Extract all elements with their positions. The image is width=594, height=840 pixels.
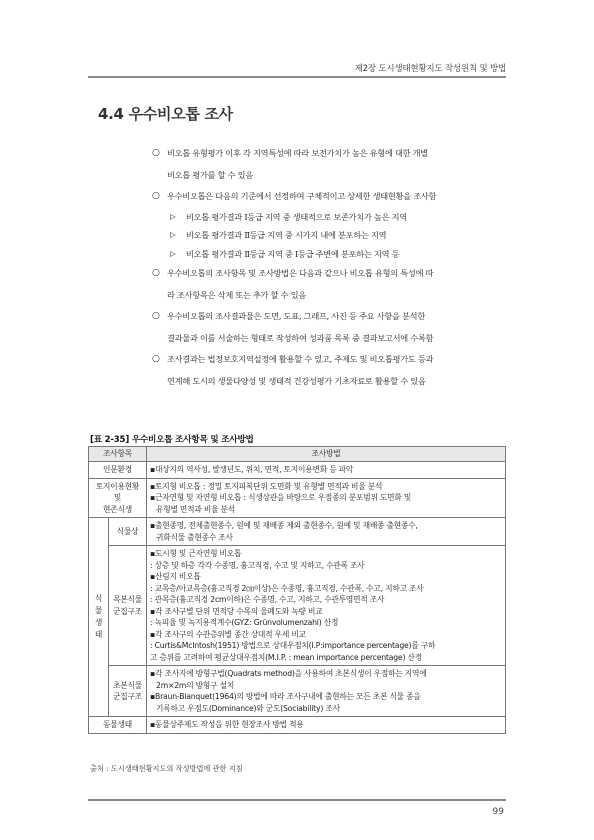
triangle-bullet-icon: ▷ — [170, 211, 176, 221]
table-row — [89, 462, 506, 479]
bullet-text: 결과물과 이를 서술하는 형태로 작성하여 성과품 목록 중 결과보고서에 수록함 — [167, 332, 434, 343]
category-cell: 토지이용현황 및 현존식생 — [89, 478, 147, 518]
section-title: 4.4 우수비오톱 조사 — [98, 105, 233, 123]
bullet-text: 우수비오톱의 조사결과물은 도면, 도표, 그래프, 사진 등 주요 사항을 분석한 — [167, 311, 426, 321]
circle-bullet-icon: ○ — [152, 354, 160, 364]
bullet-item — [148, 186, 510, 208]
table-row — [89, 518, 506, 546]
bullet-text: 우수비오톱은 다음의 기준에서 선정하여 구체적이고 상세한 생태현황을 조사함 — [167, 191, 437, 201]
bullet-text: 조사결과는 법정보호지역설정에 활용할 수 있고, 주제도 및 비오톱평가도 등과 — [167, 354, 434, 364]
category-cell: 인문환경 — [89, 462, 147, 479]
group-category-cell — [89, 518, 109, 717]
category-cell: 목본식물 군집구조 — [109, 546, 147, 666]
category-cell: 초본식물 군집구조 — [109, 666, 147, 717]
method-cell: ▪대상지의 역사성, 발생년도, 위치, 면적, 토지이용변화 등 파악 — [147, 462, 506, 479]
bullet-item — [148, 306, 510, 349]
circle-bullet-icon: ○ — [152, 148, 160, 158]
sub-bullet-item — [148, 226, 510, 245]
circle-bullet-icon: ○ — [152, 311, 160, 321]
survey-method-table — [88, 446, 506, 734]
bullet-item — [148, 143, 510, 186]
method-cell: ▪각 조사지에 방형구법(Quadrats method)을 사용하여 초본식생이 우점하는 지역에 2m×2m의 방형구 설치 ▪Braun-Blanquet(1964)의 방법에 따라 조사구내에 출현하는 모든 초본 식물 종을 기록하고 우점도(Dominance)와 군도(Sociability) 조사 — [147, 666, 506, 717]
circle-bullet-icon: ○ — [152, 191, 160, 201]
footer-divider — [88, 799, 506, 801]
column-header-item: 조사항목 — [89, 447, 147, 462]
sub-bullet-text: 비오톱 평가결과 Ⅰ등급 지역 중 생태적으로 보존가치가 높은 지역 — [186, 211, 407, 222]
method-cell: ▪출현종명, 전체출현종수, 원예 및 재배종 제외 출현종수, 원예 및 재배종 출현종수, 귀화식물 출현종수 조사 — [147, 518, 506, 546]
method-cell: ▪동물상주제도 작성을 위한 현장조사 방법 적용 — [147, 717, 506, 734]
bullet-text: 비오톱 평가를 할 수 있음 — [167, 169, 254, 180]
header-divider — [88, 76, 506, 78]
sub-bullet-item — [148, 208, 510, 227]
vegetation-group-label: 식물생태 — [94, 594, 103, 639]
table-header-row — [89, 447, 506, 462]
table-row — [89, 666, 506, 717]
circle-bullet-icon: ○ — [152, 268, 160, 278]
method-cell: ▪도시형 및 근자연형 비오톱 : 상층 및 하층 각각 수종명, 흉고직경, 수고 및 지하고, 수관폭 조사 ▪산림지 비오톱 : 교목층/아교목층(흉고직경 2㎝이상)은 수종명, 흉고직경, 수관폭, 수고, 지하고 조사 : 관목층(흉고직경 2cm이하)은 수종명, 수고, 지하고, 수관투영면적 조사 ▪각 조사구별 단위 면적당 수목의 울폐도와 녹량 비교 : 녹피율 및 녹지용적계수(GYZ: Grünvolumenzahl) 산정 ▪각 조사구의 수관층위별 종간 상대적 우세 비교 : Curtis&McIntosh(1951) 방법으로 상대우점치(I.P:importance percentage)를 구하 고 층위를 고려하여 평균상대우점치(M.I.P. : mean importance percentage) 산정 — [147, 546, 506, 666]
method-cell: ▪토지형 비오톱 : 정밀 토지피복단위 도면화 및 유형별 면적과 비율 분석 ▪근자연형 및 자연형 비오톱 : 식생상관을 바탕으로 우점종의 분포범위 도면화 및 유형별 면적과 비율 분석 — [147, 478, 506, 518]
bullet-text: 연계해 도시의 생물다양성 및 생태적 건강성평가 기초자료로 활용할 수 있음 — [167, 375, 426, 386]
bullet-text: 라 조사항목은 삭제 또는 추가 할 수 있음 — [167, 289, 307, 300]
sub-bullet-text: 비오톱 평가결과 Ⅱ등급 지역 중 시가지 내에 분포하는 지역 — [186, 230, 387, 240]
table-row — [89, 546, 506, 666]
triangle-bullet-icon: ▷ — [170, 248, 176, 258]
triangle-bullet-icon: ▷ — [170, 230, 176, 239]
category-cell: 식물상 — [109, 518, 147, 546]
sub-bullet-text: 비오톱 평가결과 Ⅱ등급 지역 중 Ⅰ등급 주변에 분포하는 지역 등 — [186, 248, 400, 259]
table-caption: [표 2-35] 우수비오톱 조사항목 및 조사방법 — [90, 435, 254, 445]
bullet-text: 우수비오톱의 조사항목 및 조사방법은 다음과 같으나 비오톱 유형의 특성에 따 — [167, 268, 434, 278]
sub-bullet-item — [148, 245, 510, 264]
bullet-item — [148, 349, 510, 392]
category-cell: 동물생태 — [89, 717, 147, 734]
table-row — [89, 478, 506, 518]
bullet-item — [148, 263, 510, 306]
page-number: 99 — [492, 807, 504, 817]
source-note: 출처 : 도시생태현황지도의 작성방법에 관한 지침 — [90, 764, 243, 773]
column-header-method: 조사방법 — [147, 447, 506, 462]
bullet-text: 비오톱 유형평가 이후 각 지역특성에 따라 보전가치가 높은 유형에 대한 개별 — [167, 148, 428, 158]
table-row — [89, 717, 506, 734]
bullet-list — [148, 143, 510, 392]
running-header: 제2장 도시생태현황지도 작성원칙 및 방법 — [354, 64, 506, 74]
